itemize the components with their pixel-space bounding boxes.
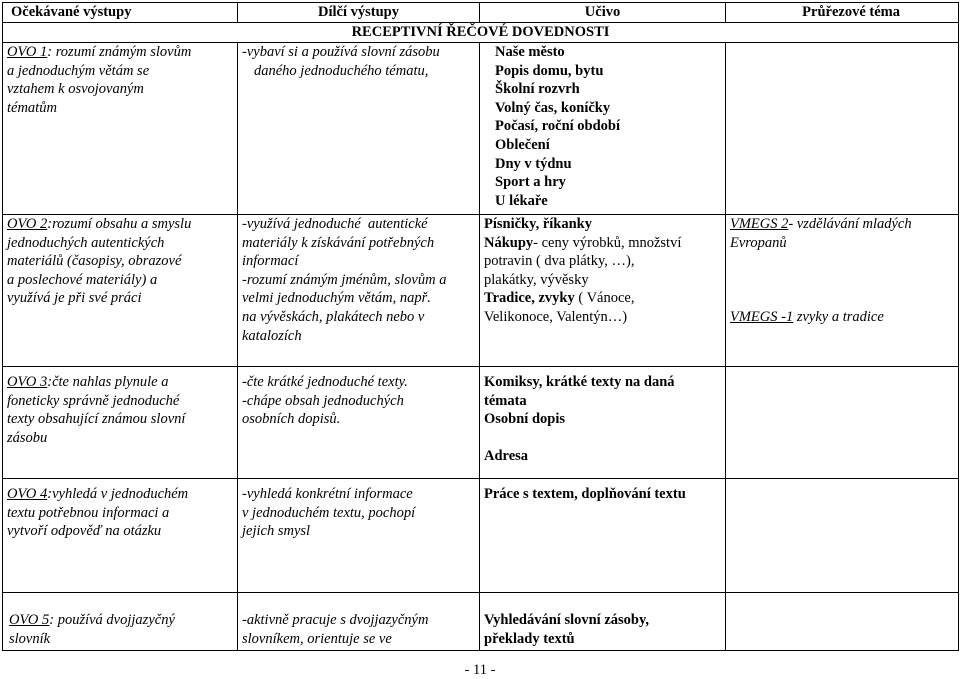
topics-cell — [480, 215, 726, 367]
partial-line: -aktivně pracuje s dvojjazyčným — [242, 612, 429, 628]
topic-item: Adresa — [484, 448, 529, 465]
outcome-cell — [3, 593, 238, 651]
topic-detail: potravin ( dva plátky, …), — [484, 253, 635, 270]
cross-curricular-cell — [726, 479, 959, 593]
partial-cell — [238, 593, 480, 651]
outcome-text: : používá dvojjazyčný — [49, 612, 175, 628]
partial-line: -chápe obsah jednoduchých — [242, 392, 404, 409]
header-subject-matter: Učivo — [480, 3, 726, 23]
partial-line: daného jednoduchého tématu, — [254, 62, 429, 79]
topic-item: Dny v týdnu — [495, 155, 572, 172]
outcome-code: OVO 5 — [9, 612, 50, 628]
outcome-cell — [3, 479, 238, 593]
topic-item: Počasí, roční období — [495, 118, 621, 135]
topic-detail: Velikonoce, Valentýn…) — [484, 308, 628, 325]
partial-line: osobních dopisů. — [242, 411, 341, 428]
outcome-line: materiálů (časopisy, obrazové — [7, 253, 182, 270]
cross-code: VMEGS -1 — [730, 308, 794, 325]
outcome-line: jednoduchých autentických — [7, 234, 165, 251]
partial-line: jejich smysl — [242, 523, 311, 540]
topic-item: Popis domu, bytu — [495, 62, 604, 79]
outcome-line: tématům — [7, 99, 57, 116]
partial-cell — [238, 215, 480, 367]
topics-cell — [480, 479, 726, 593]
header-expected-outcomes: Očekávané výstupy — [3, 3, 238, 23]
table-row — [3, 43, 959, 215]
cross-curricular-cell — [726, 215, 959, 367]
cross-text: zvyky a tradice — [793, 308, 884, 325]
cross-curricular-cell — [726, 367, 959, 479]
partial-line: velmi jednoduchým větám, např. — [242, 290, 431, 307]
topics-cell — [480, 593, 726, 651]
outcome-text: :rozumí obsahu a smyslu — [47, 216, 192, 232]
outcome-code: OVO 2 — [7, 216, 48, 232]
outcome-text: :vyhledá v jednoduchém — [47, 486, 189, 502]
outcome-line: texty obsahující známou slovní — [7, 411, 186, 428]
cross-text: - vzdělávání mladých — [788, 216, 912, 232]
outcome-text: : rozumí známým slovům — [47, 44, 192, 60]
partial-line: v jednoduchém textu, pochopí — [242, 504, 416, 521]
outcome-code: OVO 1 — [7, 44, 48, 60]
outcome-cell — [3, 367, 238, 479]
outcome-line: a jednoduchým větám se — [7, 62, 150, 79]
section-row — [3, 23, 959, 43]
topic-item: témata — [484, 392, 527, 409]
topic-detail: plakátky, vývěsky — [484, 271, 589, 288]
cross-text: Evropanů — [730, 234, 787, 251]
topic-item: Nákupy — [484, 234, 534, 251]
outcome-line: zásobu — [7, 429, 48, 446]
topic-item: Práce s textem, doplňování textu — [484, 486, 686, 502]
table-row — [3, 215, 959, 367]
cross-curricular-cell — [726, 593, 959, 651]
topic-item: překlady textů — [484, 630, 575, 647]
partial-line: informací — [242, 253, 299, 270]
outcome-line: foneticky správně jednoduché — [7, 392, 180, 409]
partial-line: katalozích — [242, 327, 302, 344]
partial-line: -vyhledá konkrétní informace — [242, 486, 413, 502]
partial-line: na vývěskách, plakátech nebo v — [242, 308, 425, 325]
header-row — [3, 3, 959, 23]
topic-item: Školní rozvrh — [495, 81, 580, 98]
outcome-line: vytvoří odpověď na otázku — [7, 523, 162, 540]
partial-cell — [238, 479, 480, 593]
outcome-code: OVO 3 — [7, 374, 48, 390]
topic-item: Komiksy, krátké texty na daná — [484, 374, 675, 390]
header-partial-outcomes: Dílčí výstupy — [238, 3, 480, 23]
section-title: RECEPTIVNÍ ŘEČOVÉ DOVEDNOSTI — [3, 23, 959, 43]
outcome-line: textu potřebnou informaci a — [7, 504, 170, 521]
table-row — [3, 367, 959, 479]
outcome-cell — [3, 43, 238, 215]
topic-item: Oblečení — [495, 136, 550, 153]
table-row — [3, 479, 959, 593]
cross-curricular-cell — [726, 43, 959, 215]
topics-cell — [480, 367, 726, 479]
topic-detail: ( Vánoce, — [574, 290, 635, 307]
partial-line: -vybaví si a používá slovní zásobu — [242, 44, 440, 60]
topic-detail: - ceny výrobků, množství — [533, 234, 682, 251]
topic-item: U lékaře — [495, 192, 548, 209]
curriculum-table — [2, 2, 959, 651]
partial-cell — [238, 367, 480, 479]
topic-item: Osobní dopis — [484, 411, 566, 428]
outcome-line: a poslechové materiály) a — [7, 271, 158, 288]
partial-line: -rozumí známým jménům, slovům a — [242, 271, 447, 288]
topic-item: Sport a hry — [495, 174, 566, 191]
topics-cell — [480, 43, 726, 215]
page-number: - 11 - — [464, 662, 496, 678]
partial-cell — [238, 43, 480, 215]
partial-line: slovníkem, orientuje se ve — [242, 630, 392, 647]
partial-line: -čte krátké jednoduché texty. — [242, 374, 408, 390]
topic-item: Písničky, říkanky — [484, 216, 592, 232]
outcome-line: slovník — [9, 630, 51, 647]
header-cross-curricular: Průřezové téma — [726, 3, 959, 23]
table-row — [3, 593, 959, 651]
outcome-cell — [3, 215, 238, 367]
outcome-line: využívá je při své práci — [7, 290, 142, 307]
topic-item: Naše město — [495, 44, 565, 60]
cross-code: VMEGS 2 — [730, 216, 789, 232]
partial-line: materiály k získávání potřebných — [242, 234, 435, 251]
outcome-code: OVO 4 — [7, 486, 48, 502]
outcome-line: vztahem k osvojovaným — [7, 81, 144, 98]
topic-item: Volný čas, koníčky — [495, 99, 611, 116]
partial-line: -využívá jednoduché autentické — [242, 216, 428, 232]
outcome-text: :čte nahlas plynule a — [47, 374, 169, 390]
topic-item: Vyhledávání slovní zásoby, — [484, 612, 650, 628]
topic-item: Tradice, zvyky — [484, 290, 575, 307]
